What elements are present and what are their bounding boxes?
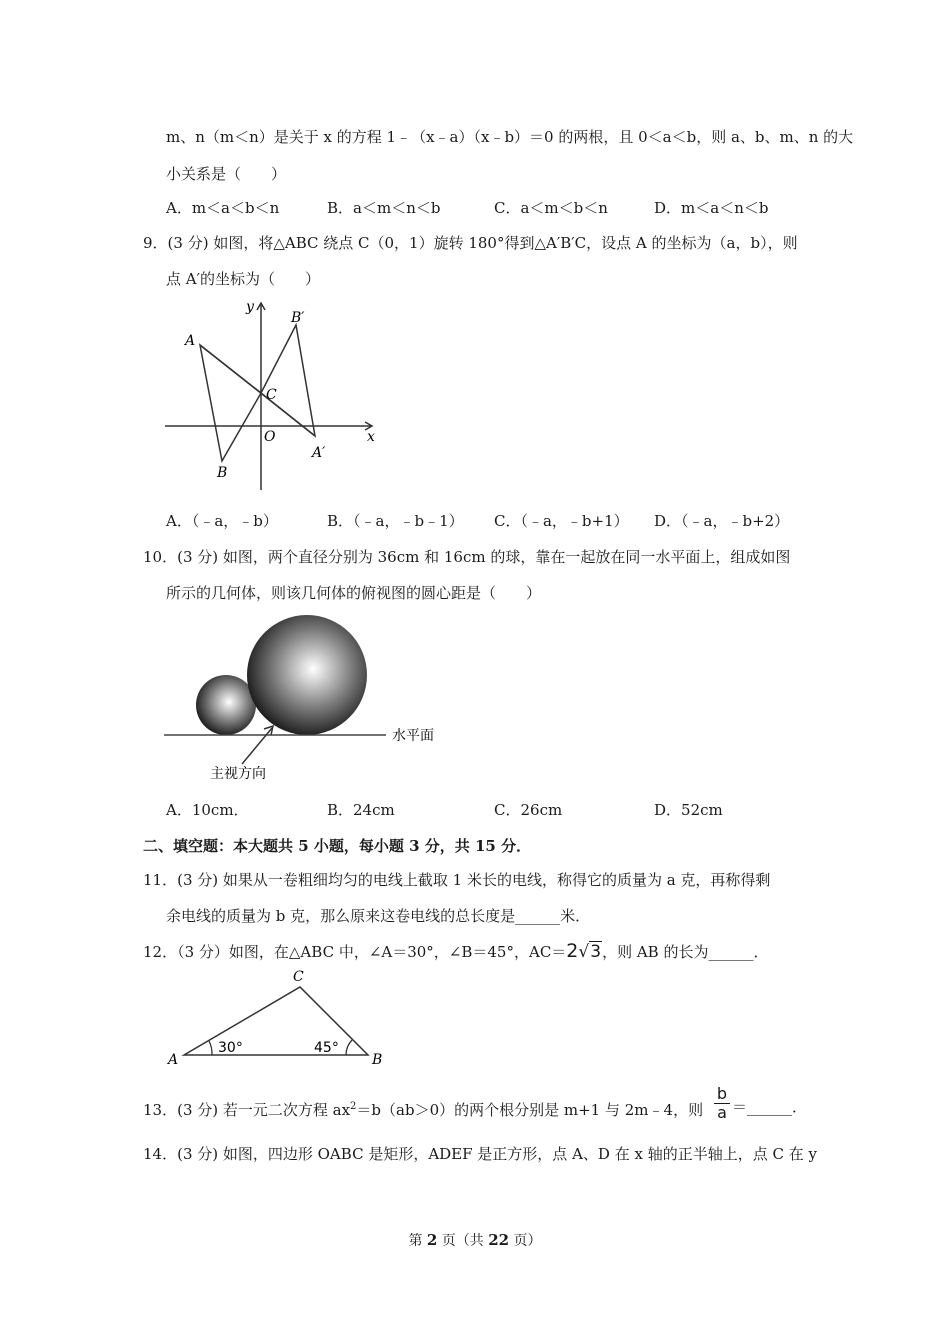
q8-line1: m、n（m＜n）是关于 x 的方程 1﹣（x﹣a）（x﹣b）＝0 的两根，且 0＜a＜b，则 a、b、m、n 的大 [166,128,854,146]
sqrt-sign-icon: √ [578,942,590,962]
label-c: C [266,387,277,403]
ground-label: 水平面 [392,728,434,744]
footer-mid: 页（共 [437,1233,489,1249]
q9-line1: 9．(3 分) 如图，将△ABC 绕点 C（0，1）旋转 180°得到△A′B′C，设点 A 的坐标为（a，b），则 [143,234,798,252]
arrow-head-icon [264,726,273,735]
fraction-b-over-a [714,1085,730,1122]
triangle-a-prime-b-prime-c [261,325,315,436]
q12-text-before: 12．（3 分）如图，在△ABC 中，∠A＝30°，∠B＝45°，AC＝ [143,943,567,961]
sqrt-radicand: 3 [590,942,602,962]
q10-option-c: C．26cm [494,801,563,819]
footer-total-pages: 22 [488,1231,510,1249]
label-x: x [367,429,375,445]
q8-option-b: B．a＜m＜n＜b [327,199,441,217]
q13-text-after: ＝______． [732,1098,808,1116]
q8-option-d: D．m＜a＜n＜b [654,199,769,217]
q9-option-b: B．（﹣a，﹣b﹣1） [327,512,464,530]
page-footer [0,1230,950,1250]
q8-option-a: A．m＜a＜b＜n [166,199,280,217]
segment-a-a-prime [200,345,315,436]
small-sphere [196,675,256,735]
q10-line2: 所示的几何体，则该几何体的俯视图的圆心距是（ ） [166,584,542,602]
angle-a-label: 30° [218,1040,243,1056]
label-y: y [246,299,254,315]
q10-option-b: B．24cm [327,801,395,819]
label-b-prime: B′ [291,310,305,326]
q9-figure [160,295,390,495]
footer-suffix: 页） [509,1233,542,1249]
q10-line1: 10．(3 分) 如图，两个直径分别为 36cm 和 16cm 的球，靠在一起放在同一水平面上，组成如图 [143,548,791,566]
q12-figure [160,965,400,1075]
label-b: B [217,465,228,481]
label-o: O [264,429,276,445]
fraction-denominator: a [717,1103,727,1122]
q13-text-before: 13．(3 分) 若一元二次方程 ax [143,1101,351,1119]
q13-line1 [143,1097,703,1120]
footer-prefix: 第 [408,1233,427,1249]
q10-option-a: A．10cm． [166,801,249,819]
view-label: 主视方向 [210,766,266,782]
sqrt-coefficient: 2 [566,940,579,962]
q9-line2: 点 A′的坐标为（ ） [166,270,321,288]
label-c-q12: C [293,969,304,985]
label-a-prime: A′ [312,445,326,461]
triangle-abc-q12 [184,987,368,1055]
exponent: 2 [350,1101,357,1112]
q8-option-c: C．a＜m＜b＜n [494,199,608,217]
label-a-q12: A [168,1052,179,1068]
angle-a-arc [209,1041,212,1055]
q12-line1 [143,941,768,962]
view-direction-arrow [242,728,272,764]
q9-option-a: A．（﹣a，﹣b） [166,512,278,530]
angle-b-arc [346,1040,352,1055]
q9-option-d: D．（﹣a，﹣b+2） [654,512,790,530]
triangle-abc [200,345,261,461]
angle-b-label: 45° [314,1040,339,1056]
fraction-numerator: b [714,1085,730,1104]
q8-line2: 小关系是（ ） [166,165,287,183]
q13-text-mid: ＝b（ab＞0）的两个根分别是 m+1 与 2m﹣4，则 [356,1101,704,1119]
large-sphere [247,615,367,735]
q12-text-after: ，则 AB 的长为______． [602,943,769,961]
q9-option-c: C．（﹣a，﹣b+1） [494,512,629,530]
q14-line1: 14．(3 分) 如图，四边形 OABC 是矩形，ADEF 是正方形，点 A、D 在 x 轴的正半轴上，点 C 在 y [143,1145,817,1163]
q10-figure [160,612,460,792]
label-a: A [185,333,196,349]
section-fill-in-heading: 二、填空题：本大题共 5 小题，每小题 3 分，共 15 分． [143,837,532,855]
label-b-q12: B [372,1052,383,1068]
q11-line1: 11．(3 分) 如果从一卷粗细均匀的电线上截取 1 米长的电线，称得它的质量为 a 克，再称得剩 [143,871,771,889]
footer-page-number: 2 [426,1231,438,1249]
q11-line2: 余电线的质量为 b 克，那么原来这卷电线的总长度是______米． [166,907,591,925]
q10-option-d: D．52cm [654,801,723,819]
